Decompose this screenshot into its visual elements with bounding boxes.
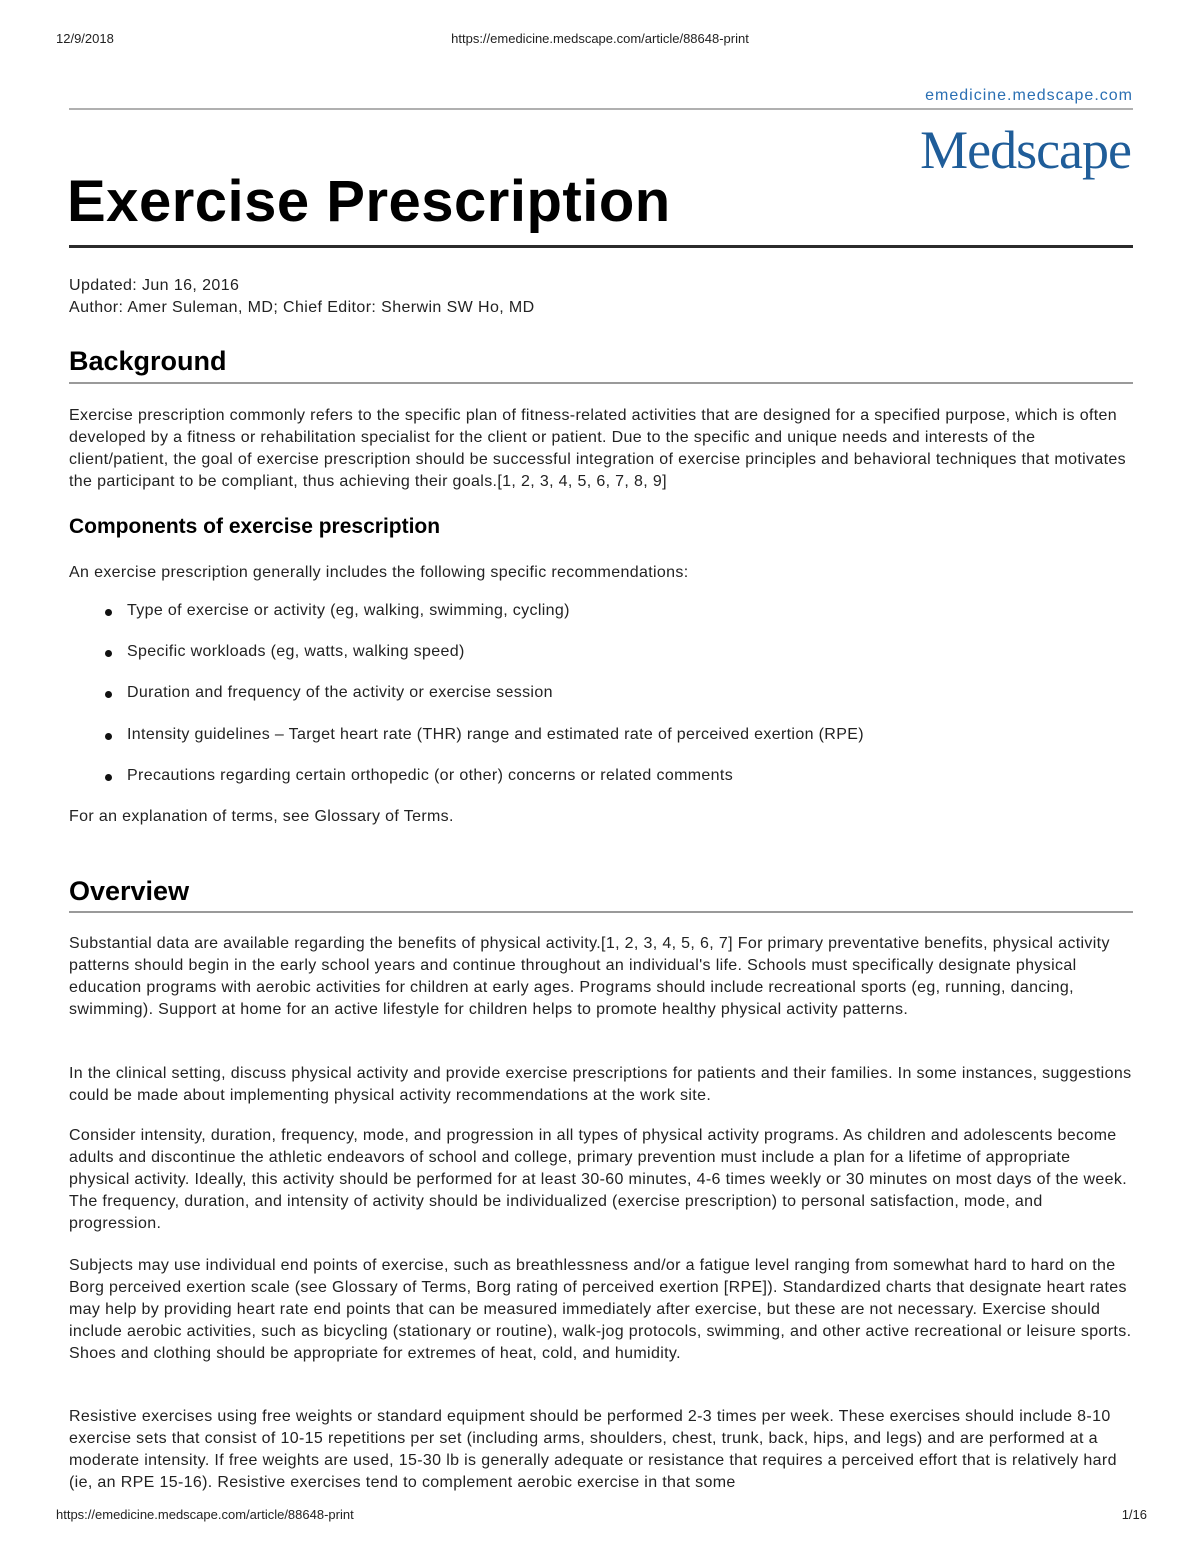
bullet-icon <box>105 609 112 616</box>
bullet-icon <box>105 691 112 698</box>
article-meta <box>69 275 535 319</box>
site-link[interactable]: emedicine.medscape.com <box>925 87 1133 104</box>
overview-paragraph-3: Consider intensity, duration, frequency, mode, and progression in all types of physical activity programs. As children and adolescents become adults and discontinue the athletic endeavors of school and college, primary prevention must include a plan for a lifetime of appropriate physical activity. Ideally, this activity should be performed for at least 30-60 minutes, 4-6 times weekly or 30 minutes on most days of the week. The frequency, duration, and intensity of activity should be individualized (exercise prescription) to personal satisfaction, mode, and progression. <box>69 1127 1128 1232</box>
title-divider <box>69 245 1133 248</box>
bullet-icon <box>105 733 112 740</box>
updated-date: Updated: Jun 16, 2016 <box>69 277 240 294</box>
bullet-icon <box>105 774 112 781</box>
medscape-logo <box>873 118 1133 188</box>
components-list <box>69 598 1133 804</box>
page-title: Exercise Prescription <box>67 169 671 234</box>
list-item: Intensity guidelines – Target heart rate (THR) range and estimated rate of perceived exertion (RPE) <box>69 722 1133 763</box>
list-item: Duration and frequency of the activity or exercise session <box>69 680 1133 721</box>
print-date: 12/9/2018 <box>56 31 114 46</box>
list-item: Precautions regarding certain orthopedic (or other) concerns or related comments <box>69 763 1133 804</box>
section-divider-background <box>69 382 1133 384</box>
bullet-icon <box>105 650 112 657</box>
overview-paragraph-4: Subjects may use individual end points of exercise, such as breathlessness and/or a fatigue level ranging from somewhat hard to hard on the Borg perceived exertion scale (see Glossary of Terms, Borg rating of perceived exertion [RPE]). Standardized charts that designate heart rates may help by providing heart rate end points that can be measured immediately after exercise, but these are not necessary. Exercise should include aerobic activities, such as bicycling (stationary or routine), walk-jog protocols, swimming, and other active recreational or leisure sports. Shoes and clothing should be appropriate for extremes of heat, cold, and humidity. <box>69 1257 1132 1362</box>
background-paragraph: Exercise prescription commonly refers to the specific plan of fitness-related activities that are designed for a specified purpose, which is often developed by a fitness or rehabilitation specialist for the client or patient. Due to the specific and unique needs and interests of the client/patient, the goal of exercise prescription should be successful integration of exercise principles and behavioral techniques that motivates the participant to be compliant, thus achieving their goals.[1, 2, 3, 4, 5, 6, 7, 8, 9] <box>69 407 1127 490</box>
top-divider <box>69 108 1133 110</box>
page-number: 1/16 <box>1121 1507 1147 1522</box>
print-url: https://emedicine.medscape.com/article/88648-print <box>451 31 749 46</box>
glossary-note: For an explanation of terms, see Glossary of Terms. <box>69 808 454 825</box>
medscape-logo-text: Medscape <box>920 120 1131 180</box>
subsection-heading-components: Components of exercise prescription <box>69 515 441 538</box>
components-intro: An exercise prescription generally includes the following specific recommendations: <box>69 564 689 581</box>
list-item: Specific workloads (eg, watts, walking speed) <box>69 639 1133 680</box>
section-divider-overview <box>69 911 1133 913</box>
overview-paragraph-2: In the clinical setting, discuss physical activity and provide exercise prescriptions for patients and their families. In some instances, suggestions could be made about implementing physical activity recommendations at the work site. <box>69 1065 1132 1104</box>
list-item: Type of exercise or activity (eg, walking, swimming, cycling) <box>69 598 1133 639</box>
overview-paragraph-5: Resistive exercises using free weights or standard equipment should be performed 2-3 times per week. These exercises should include 8-10 exercise sets that consist of 10-15 repetitions per set (including arms, shoulders, chest, trunk, back, hips, and legs) and are performed at a moderate intensity. If free weights are used, 15-30 lb is generally adequate or resistance that requires a perceived effort that is relatively hard (ie, an RPE 15-16). Resistive exercises tend to complement aerobic exercise in that some <box>69 1408 1117 1491</box>
overview-paragraph-1: Substantial data are available regarding the benefits of physical activity.[1, 2, 3, 4, 5, 6, 7] For primary preventative benefits, physical activity patterns should begin in the early school years and continue throughout an individual's life. Schools must specifically designate physical education programs with aerobic activities for children at early ages. Programs should include recreational sports (eg, running, dancing, swimming). Support at home for an active lifestyle for children helps to promote healthy physical activity patterns. <box>69 935 1110 1018</box>
footer-url: https://emedicine.medscape.com/article/88648-print <box>56 1507 354 1522</box>
section-heading-background: Background <box>69 346 227 376</box>
section-heading-overview: Overview <box>69 876 190 906</box>
author-line: Author: Amer Suleman, MD; Chief Editor: Sherwin SW Ho, MD <box>69 299 535 316</box>
